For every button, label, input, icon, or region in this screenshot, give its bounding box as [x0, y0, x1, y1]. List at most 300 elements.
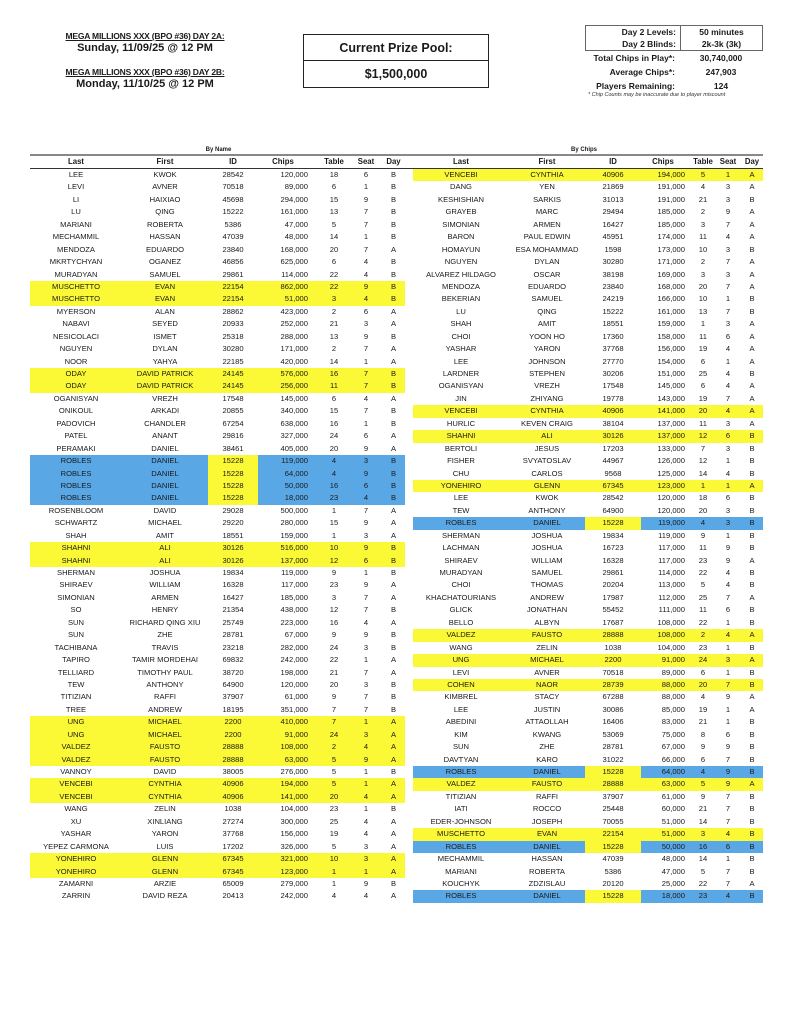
cell-day: B: [390, 381, 397, 391]
cell-table: 21: [698, 194, 708, 204]
cell-day: A: [749, 344, 755, 354]
spacer: [405, 331, 413, 343]
cell-chips: 88,000: [661, 692, 685, 702]
cell-last: SIMONIAN: [57, 592, 95, 602]
cell-last: ZARRIN: [61, 891, 91, 901]
table-row: [405, 380, 763, 392]
cell-first: HENRY: [151, 605, 179, 615]
cell-id: 64900: [222, 679, 244, 689]
cell-chips: 223,000: [280, 617, 308, 627]
cell-first: SAMUEL: [149, 269, 181, 279]
cell-id: 40906: [222, 791, 244, 801]
cell-day: B: [749, 717, 755, 727]
table-row: [30, 405, 407, 417]
cell-id: 19834: [602, 530, 624, 540]
cell-first: ISMET: [153, 331, 177, 341]
table-row: [30, 368, 407, 380]
cell-last: NGUYEN: [59, 344, 93, 354]
by-chips-table: [405, 146, 763, 903]
table-row: [405, 604, 763, 616]
cell-last: ALVAREZ HILDAGO: [426, 269, 496, 279]
cell-id: 17548: [602, 381, 624, 391]
cell-day: B: [749, 742, 755, 752]
cell-day: B: [749, 791, 755, 801]
cell-first: ALI: [159, 555, 171, 565]
cell-last: PATEL: [64, 431, 88, 441]
spacer: [405, 667, 413, 679]
cell-day: A: [749, 319, 755, 329]
cell-chips: 108,000: [657, 617, 685, 627]
spacer: [405, 766, 413, 778]
cell-last: IATI: [454, 804, 468, 814]
spacer: [405, 468, 413, 480]
cell-first: TIMOTHY PAUL: [137, 667, 193, 677]
cell-table: 6: [331, 182, 337, 192]
cell-last: GLICK: [449, 605, 473, 615]
cell-chips: 351,000: [280, 704, 308, 714]
table-row: [405, 791, 763, 803]
chip-count-footnote: * Chip Counts may be inaccurate due to player miscount: [588, 92, 726, 98]
cell-day: B: [390, 679, 397, 689]
spacer: [405, 368, 413, 380]
cell-day: B: [390, 468, 397, 478]
cell-day: B: [749, 829, 755, 839]
cell-last: SUN: [452, 742, 470, 752]
cell-id: 40906: [602, 406, 624, 416]
cell-last: KOUCHYK: [442, 878, 480, 888]
cell-seat: 9: [363, 518, 369, 528]
cell-day: B: [749, 729, 755, 739]
by-chips-header-row: [405, 156, 763, 169]
cell-seat: 3: [725, 182, 731, 192]
cell-last: MUSCHETTO: [52, 281, 100, 291]
cell-last: ODAY: [65, 381, 87, 391]
cell-seat: 4: [363, 257, 369, 267]
cell-day: B: [390, 281, 397, 291]
prize-pool-label: Current Prize Pool:: [304, 35, 488, 61]
cell-last: VALDEZ: [446, 630, 476, 640]
cell-id: 1038: [604, 642, 622, 652]
spacer: [405, 791, 413, 803]
cell-first: STACY: [534, 692, 560, 702]
players-remaining-row: [585, 80, 763, 92]
cell-seat: 6: [363, 170, 369, 179]
cell-seat: 6: [363, 555, 369, 565]
cell-chips: 174,000: [657, 232, 685, 242]
cell-last: LEE: [453, 704, 469, 714]
cell-seat: 9: [363, 443, 369, 453]
cell-table: 2: [331, 344, 337, 354]
cell-seat: 1: [363, 655, 369, 665]
cell-table: 7: [331, 704, 337, 714]
cell-first: MICHAEL: [148, 729, 182, 739]
table-row: [405, 256, 763, 268]
cell-first: ZELIN: [536, 642, 558, 652]
cell-seat: 9: [363, 878, 369, 888]
cell-last: VENCEBI: [59, 779, 93, 789]
cell-first: CHANDLER: [144, 418, 186, 428]
spacer: [405, 803, 413, 815]
cell-table: 23: [698, 891, 708, 901]
cell-first: CARLOS: [531, 468, 563, 478]
cell-table: 11: [699, 232, 707, 242]
cell-seat: 4: [725, 891, 731, 901]
cell-chips: 75,000: [661, 729, 685, 739]
cell-day: A: [390, 592, 397, 602]
cell-chips: 294,000: [280, 194, 308, 204]
cell-first: WILLIAM: [149, 580, 181, 590]
cell-last: VALDEZ: [61, 742, 91, 752]
cell-first: SAMUEL: [531, 294, 563, 304]
cell-id: 23840: [222, 244, 244, 254]
cell-last: SHERMAN: [442, 530, 480, 540]
cell-table: 3: [700, 269, 706, 279]
cell-id: 38104: [602, 418, 624, 428]
cell-first: AMIT: [155, 530, 175, 540]
cell-day: B: [390, 480, 397, 490]
cell-seat: 7: [725, 754, 731, 764]
cell-id: 38720: [222, 667, 244, 677]
table-row: [30, 181, 407, 193]
cell-seat: 6: [725, 431, 731, 441]
table-row: [30, 841, 407, 853]
cell-table: 15: [329, 406, 339, 416]
cell-day: B: [749, 456, 755, 466]
cell-table: 20: [698, 505, 708, 515]
cell-id: 55452: [602, 605, 624, 615]
cell-seat: 9: [725, 779, 731, 789]
cell-first: RICHARD QING XIU: [129, 617, 201, 627]
cell-day: B: [390, 194, 397, 204]
cell-last: BERTOLI: [444, 443, 478, 453]
cell-id: 20413: [222, 891, 244, 901]
cell-chips: 91,000: [284, 729, 308, 739]
cell-first: CYNTHIA: [148, 791, 182, 801]
spacer: [405, 878, 413, 890]
cell-chips: 168,000: [280, 244, 308, 254]
cell-id: 46856: [222, 257, 244, 267]
cell-id: 47039: [602, 854, 624, 864]
average-chips-row: [585, 66, 763, 78]
cell-table: 4: [331, 468, 337, 478]
cell-seat: 4: [363, 829, 369, 839]
cell-day: A: [390, 306, 397, 316]
col-first: First: [156, 157, 174, 166]
cell-first: GLENN: [151, 866, 179, 876]
spacer: [405, 542, 413, 554]
cell-table: 3: [700, 829, 706, 839]
cell-last: BELLO: [448, 617, 474, 627]
cell-table: 21: [329, 319, 339, 329]
cell-first: QING: [537, 306, 557, 316]
cell-chips: 137,000: [657, 431, 685, 441]
cell-chips: 156,000: [657, 344, 685, 354]
cell-seat: 7: [363, 692, 369, 702]
cell-first: ANTHONY: [528, 505, 566, 515]
spacer: [405, 380, 413, 392]
cell-day: B: [390, 804, 397, 814]
cell-id: 2200: [604, 655, 622, 665]
cell-seat: 7: [363, 219, 369, 229]
spacer: [405, 405, 413, 417]
cell-chips: 119,000: [658, 518, 685, 528]
cell-id: 19778: [602, 393, 624, 403]
cell-seat: 3: [725, 655, 731, 665]
table-row: [405, 455, 763, 467]
cell-first: SARKIS: [533, 194, 561, 204]
cell-last: SUN: [67, 617, 85, 627]
cell-last: NESICOLACI: [53, 331, 99, 341]
cell-last: ROBLES: [445, 767, 477, 776]
spacer: [405, 778, 413, 790]
cell-last: YEPEZ CARMONA: [43, 841, 109, 851]
cell-last: BARON: [447, 232, 475, 242]
table-row: [405, 754, 763, 766]
cell-table: 6: [331, 393, 337, 403]
cell-last: PADOVICH: [56, 418, 96, 428]
cell-first: DAVID PATRICK: [136, 369, 194, 378]
cell-first: DANIEL: [151, 493, 179, 503]
cell-id: 15228: [585, 890, 641, 902]
cell-id: 67288: [602, 692, 624, 702]
cell-day: A: [390, 356, 397, 366]
cell-id: 15228: [208, 468, 258, 480]
spacer: [405, 816, 413, 828]
cell-id: 28888: [602, 630, 624, 640]
cell-chips: 108,000: [280, 742, 308, 752]
cell-first: SEYED: [152, 319, 178, 329]
cell-id: 70055: [602, 816, 624, 826]
cell-table: 22: [698, 878, 708, 888]
cell-day: B: [390, 878, 397, 888]
cell-id: 40906: [602, 170, 624, 179]
cell-last: YONEHIRO: [55, 854, 97, 864]
cell-first: DANIEL: [151, 468, 179, 478]
cell-last: HOMAYUN: [441, 244, 481, 254]
table-row: [405, 592, 763, 604]
cell-day: A: [390, 791, 397, 801]
cell-id: 5386: [224, 219, 242, 229]
cell-first: CYNTHIA: [530, 406, 564, 416]
col-chips: Chips: [652, 157, 674, 166]
cell-chips: 242,000: [280, 891, 308, 901]
cell-first: EVAN: [154, 294, 176, 304]
cell-seat: 9: [363, 194, 369, 204]
spacer: [405, 828, 413, 840]
table-row: [30, 194, 407, 206]
cell-chips: 67,000: [661, 742, 685, 752]
cell-last: SHAHNI: [446, 431, 476, 441]
cell-id: 21354: [222, 605, 244, 615]
cell-table: 9: [700, 530, 706, 540]
cell-day: B: [749, 754, 755, 764]
cell-day: A: [390, 431, 397, 441]
cell-first: ROBERTA: [146, 219, 183, 229]
cell-id: 18195: [222, 704, 244, 714]
cell-id: 69832: [222, 655, 244, 665]
cell-id: 30280: [222, 344, 244, 354]
cell-id: 70518: [222, 182, 244, 192]
cell-chips: 326,000: [280, 841, 308, 851]
cell-chips: 88,000: [661, 679, 685, 689]
spacer: [405, 604, 413, 616]
total-chips-row: [585, 52, 763, 64]
spacer: [405, 741, 413, 753]
cell-last: SHAH: [450, 319, 472, 329]
table-row: [405, 356, 763, 368]
cell-first: DANIEL: [533, 891, 561, 901]
cell-id: 9568: [604, 468, 622, 478]
table-row: [30, 642, 407, 654]
cell-chips: 108,000: [657, 630, 685, 640]
cell-seat: 1: [363, 767, 369, 776]
cell-seat: 3: [725, 418, 731, 428]
cell-table: 4: [331, 891, 337, 901]
table-row: [30, 169, 407, 181]
cell-day: B: [390, 294, 397, 304]
cell-day: B: [390, 456, 397, 466]
cell-seat: 7: [363, 369, 369, 378]
cell-table: 23: [329, 493, 339, 503]
cell-seat: 6: [725, 841, 731, 851]
spacer: [405, 592, 413, 604]
cell-seat: 3: [363, 679, 369, 689]
cell-day: B: [390, 257, 397, 267]
cell-table: 10: [698, 244, 708, 254]
table-row: [30, 604, 407, 616]
cell-id: 17202: [222, 841, 244, 851]
cell-day: A: [749, 269, 755, 279]
cell-table: 7: [700, 443, 706, 453]
table-row: [30, 443, 407, 455]
cell-seat: 7: [363, 406, 369, 416]
cell-first: AMIT: [537, 319, 557, 329]
spacer: [405, 654, 413, 666]
cell-id: 70518: [602, 667, 624, 677]
cell-day: A: [749, 232, 755, 242]
cell-chips: 64,000: [284, 468, 308, 478]
cell-seat: 3: [725, 319, 731, 329]
cell-day: B: [390, 207, 397, 217]
cell-id: 40906: [222, 779, 244, 789]
cell-id: 17548: [222, 393, 244, 403]
cell-first: TRAVIS: [151, 642, 179, 652]
cell-first: RAFFI: [536, 791, 558, 801]
cell-chips: 25,000: [661, 878, 685, 888]
cell-id: 16406: [602, 717, 624, 727]
table-row: [30, 617, 407, 629]
cell-chips: 64,000: [661, 767, 685, 776]
cell-table: 20: [329, 679, 339, 689]
cell-day: B: [749, 767, 755, 776]
cell-first: ROCCO: [532, 804, 562, 814]
cell-chips: 61,000: [284, 692, 308, 702]
table-row: [405, 306, 763, 318]
spacer: [405, 430, 413, 442]
cell-id: 28862: [222, 306, 244, 316]
cell-id: 17987: [602, 592, 624, 602]
cell-chips: 123,000: [657, 480, 685, 490]
cell-seat: 1: [725, 642, 731, 652]
cell-day: A: [390, 344, 397, 354]
cell-id: 37907: [222, 692, 244, 702]
cell-table: 14: [329, 232, 339, 242]
cell-id: 16427: [222, 592, 244, 602]
table-row: [30, 231, 407, 243]
cell-table: 20: [698, 679, 708, 689]
cell-last: ROBLES: [60, 493, 92, 503]
spacer: [405, 679, 413, 691]
cell-first: OSCAR: [533, 269, 561, 279]
cell-first: ZELIN: [154, 804, 176, 814]
cell-chips: 159,000: [657, 319, 685, 329]
cell-chips: 141,000: [280, 791, 308, 801]
cell-first: PAUL EDWIN: [523, 232, 571, 242]
cell-first: AVNER: [152, 182, 178, 192]
cell-table: 6: [331, 257, 337, 267]
table-row: [405, 567, 763, 579]
table-row: [405, 343, 763, 355]
day2b-title: MEGA MILLIONS XXX (BPO #36) DAY 2B:: [65, 67, 225, 77]
cell-last: SHAH: [65, 530, 87, 540]
cell-chips: 18,000: [661, 891, 685, 901]
table-row: [30, 866, 407, 878]
cell-id: 30126: [222, 555, 244, 565]
cell-chips: 300,000: [280, 816, 308, 826]
table-row: [405, 530, 763, 542]
cell-first: ALI: [541, 431, 553, 441]
cell-table: 3: [700, 219, 706, 229]
cell-last: PERAMAKI: [56, 443, 96, 453]
col-last: Last: [452, 157, 470, 166]
cell-chips: 117,000: [658, 555, 685, 565]
cell-seat: 7: [363, 667, 369, 677]
cell-table: 23: [698, 555, 708, 565]
cell-chips: 340,000: [280, 406, 308, 416]
table-row: [405, 517, 763, 529]
cell-day: A: [749, 878, 755, 888]
cell-table: 2: [700, 257, 706, 267]
cell-id: 38198: [602, 269, 624, 279]
cell-id: 15228: [208, 480, 258, 492]
cell-id: 31013: [602, 194, 624, 204]
cell-seat: 3: [363, 642, 369, 652]
cell-chips: 862,000: [280, 281, 308, 291]
cell-table: 22: [698, 617, 708, 627]
table-row: [30, 704, 407, 716]
cell-seat: 7: [725, 878, 731, 888]
table-row: [405, 542, 763, 554]
cell-day: B: [749, 493, 755, 503]
col-chips: Chips: [272, 157, 294, 166]
cell-id: 25318: [222, 331, 244, 341]
cell-day: B: [749, 866, 755, 876]
cell-last: MURADYAN: [54, 269, 98, 279]
cell-seat: 3: [725, 269, 731, 279]
cell-first: KEVEN CRAIG: [521, 418, 573, 428]
cell-day: B: [390, 219, 397, 229]
cell-table: 16: [329, 617, 339, 627]
spacer: [405, 343, 413, 355]
cell-chips: 120,000: [280, 679, 308, 689]
cell-table: 5: [700, 580, 706, 590]
cell-last: LARDNER: [442, 369, 480, 378]
cell-first: AVNER: [534, 667, 560, 677]
cell-seat: 4: [363, 393, 369, 403]
cell-first: DANIEL: [151, 480, 179, 490]
cell-seat: 1: [725, 854, 731, 864]
cell-day: A: [390, 244, 397, 254]
